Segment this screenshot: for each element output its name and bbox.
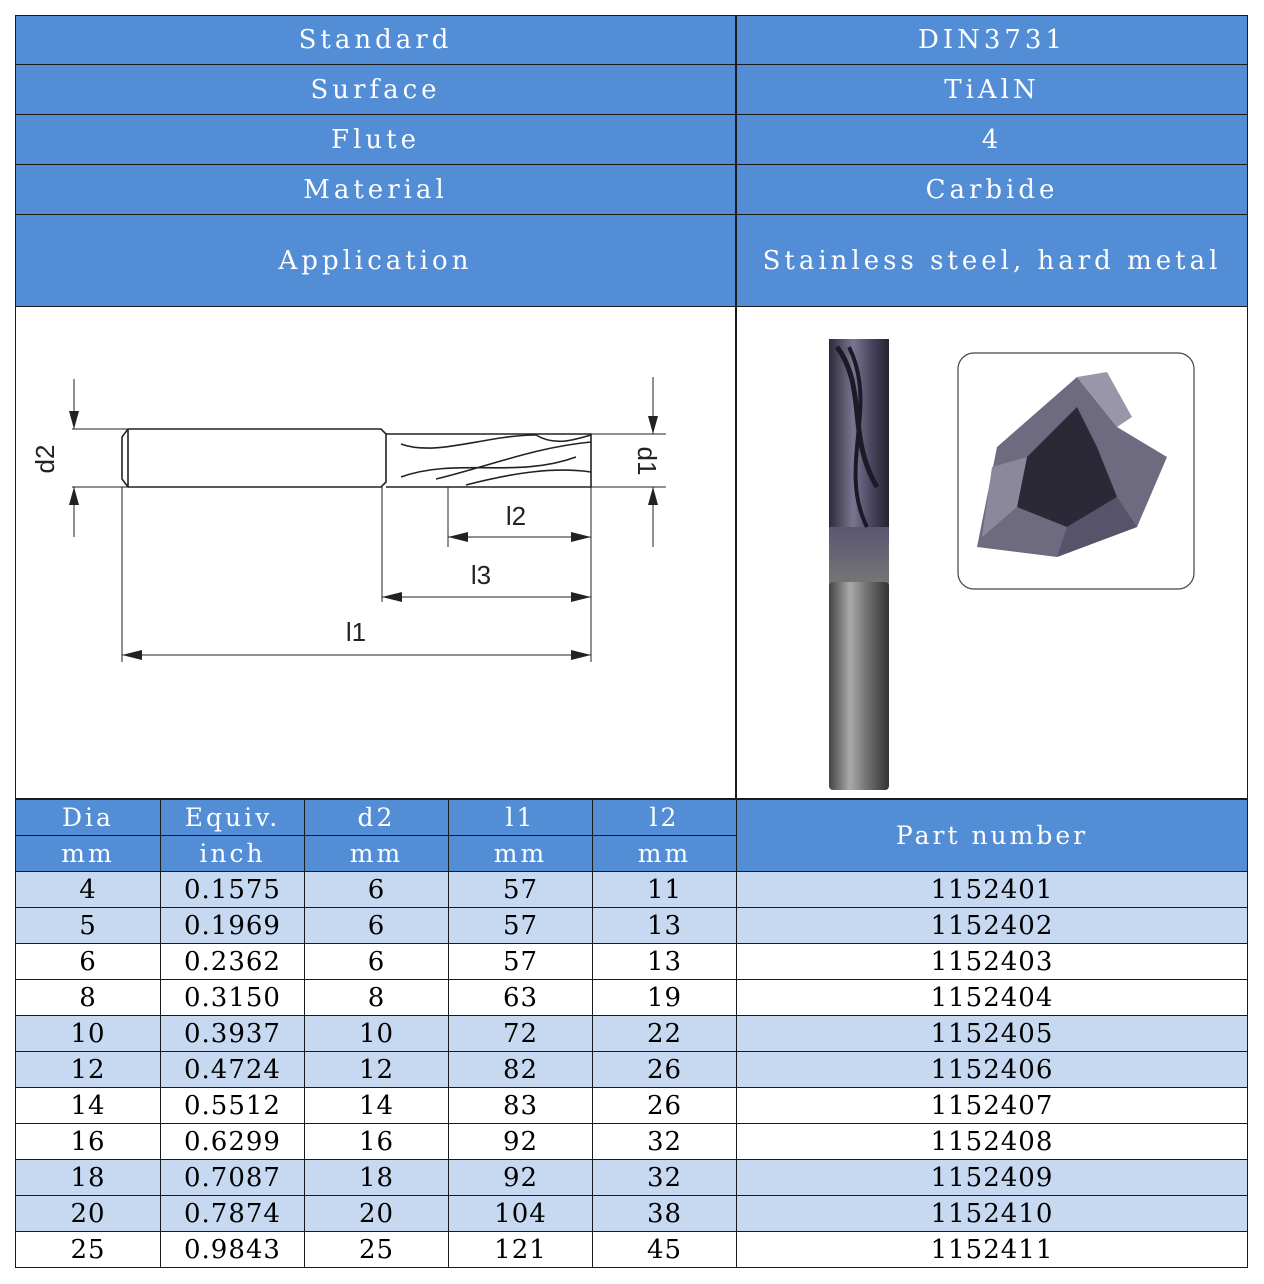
cell-inch: 0.6299 <box>161 1124 305 1160</box>
cell-dia: 12 <box>16 1052 161 1088</box>
cell-dia: 18 <box>16 1160 161 1196</box>
table-row <box>16 1016 1248 1052</box>
unit-l1: mm <box>449 836 593 872</box>
cell-l1: 92 <box>449 1160 593 1196</box>
cell-part: 1152410 <box>737 1196 1248 1232</box>
table-row <box>16 1052 1248 1088</box>
cell-d2: 14 <box>305 1088 449 1124</box>
specs-table <box>15 799 1248 1268</box>
l1-label: l1 <box>345 617 367 647</box>
cell-part: 1152408 <box>737 1124 1248 1160</box>
spec-label: Application <box>16 215 737 306</box>
d2-label: d2 <box>30 444 60 474</box>
cell-dia: 20 <box>16 1196 161 1232</box>
col-l2-header: l2 <box>593 800 737 836</box>
l2-label: l2 <box>505 501 527 531</box>
cell-part: 1152406 <box>737 1052 1248 1088</box>
cell-l1: 83 <box>449 1088 593 1124</box>
cell-inch: 0.3150 <box>161 980 305 1016</box>
table-row <box>16 1088 1248 1124</box>
cell-inch: 0.1575 <box>161 872 305 908</box>
cell-d2: 8 <box>305 980 449 1016</box>
cell-dia: 5 <box>16 908 161 944</box>
unit-l2: mm <box>593 836 737 872</box>
cell-l2: 32 <box>593 1160 737 1196</box>
cell-d2: 6 <box>305 872 449 908</box>
table-row <box>16 1196 1248 1232</box>
cell-d2: 20 <box>305 1196 449 1232</box>
end-mill-drawing <box>16 307 735 797</box>
cell-l1: 57 <box>449 944 593 980</box>
table-row <box>16 980 1248 1016</box>
cell-d2: 16 <box>305 1124 449 1160</box>
spec-label: Flute <box>16 115 737 164</box>
cell-inch: 0.3937 <box>161 1016 305 1052</box>
cell-inch: 0.4724 <box>161 1052 305 1088</box>
cell-l2: 19 <box>593 980 737 1016</box>
cell-l2: 13 <box>593 908 737 944</box>
col-d2-header: d2 <box>305 800 449 836</box>
cell-dia: 14 <box>16 1088 161 1124</box>
cell-part: 1152402 <box>737 908 1248 944</box>
cell-l2: 38 <box>593 1196 737 1232</box>
spec-value: Stainless steel, hard metal <box>762 245 1222 276</box>
spec-row-surface <box>15 65 1248 115</box>
end-mill-photo <box>737 307 1247 797</box>
col-part-header: Part number <box>737 800 1248 872</box>
cell-dia: 25 <box>16 1232 161 1268</box>
cell-d2: 6 <box>305 944 449 980</box>
spec-row-standard <box>15 15 1248 65</box>
table-row <box>16 1124 1248 1160</box>
spec-label: Standard <box>16 16 737 64</box>
cell-inch: 0.2362 <box>161 944 305 980</box>
col-dia-header: Dia <box>16 800 161 836</box>
cell-l1: 57 <box>449 908 593 944</box>
spec-value: 4 <box>981 124 1003 155</box>
cell-l1: 63 <box>449 980 593 1016</box>
cell-part: 1152405 <box>737 1016 1248 1052</box>
d1-label: d1 <box>632 446 662 476</box>
cell-l1: 72 <box>449 1016 593 1052</box>
spec-label: Surface <box>16 65 737 114</box>
cell-inch: 0.9843 <box>161 1232 305 1268</box>
cell-l2: 32 <box>593 1124 737 1160</box>
table-row <box>16 872 1248 908</box>
table-row <box>16 1232 1248 1268</box>
spec-row-application <box>15 215 1248 307</box>
product-photo <box>737 307 1247 798</box>
cell-part: 1152401 <box>737 872 1248 908</box>
spec-value: TiAlN <box>944 74 1040 105</box>
cell-dia: 10 <box>16 1016 161 1052</box>
unit-inch: inch <box>161 836 305 872</box>
cell-l2: 45 <box>593 1232 737 1268</box>
cell-dia: 16 <box>16 1124 161 1160</box>
cell-dia: 4 <box>16 872 161 908</box>
cell-l2: 11 <box>593 872 737 908</box>
cell-inch: 0.1969 <box>161 908 305 944</box>
spec-value: Carbide <box>925 174 1059 205</box>
cell-part: 1152409 <box>737 1160 1248 1196</box>
spec-row-flute <box>15 115 1248 165</box>
col-inch-header: Equiv. <box>161 800 305 836</box>
cell-part: 1152403 <box>737 944 1248 980</box>
spec-value: DIN3731 <box>917 25 1067 55</box>
cell-l2: 13 <box>593 944 737 980</box>
technical-drawing <box>16 307 737 798</box>
spec-row-material <box>15 165 1248 215</box>
cell-d2: 12 <box>305 1052 449 1088</box>
cell-l2: 22 <box>593 1016 737 1052</box>
table-row <box>16 908 1248 944</box>
product-sheet <box>15 15 1248 1268</box>
illustration-row <box>15 307 1248 799</box>
cell-d2: 18 <box>305 1160 449 1196</box>
l3-label: l3 <box>470 560 492 590</box>
unit-d2: mm <box>305 836 449 872</box>
cell-dia: 6 <box>16 944 161 980</box>
cell-part: 1152407 <box>737 1088 1248 1124</box>
cell-part: 1152411 <box>737 1232 1248 1268</box>
cell-l1: 57 <box>449 872 593 908</box>
table-row <box>16 1160 1248 1196</box>
cell-inch: 0.7874 <box>161 1196 305 1232</box>
cell-l2: 26 <box>593 1088 737 1124</box>
cell-d2: 25 <box>305 1232 449 1268</box>
cell-part: 1152404 <box>737 980 1248 1016</box>
unit-dia: mm <box>16 836 161 872</box>
cell-l1: 121 <box>449 1232 593 1268</box>
cell-inch: 0.7087 <box>161 1160 305 1196</box>
table-row <box>16 944 1248 980</box>
cell-dia: 8 <box>16 980 161 1016</box>
cell-l1: 82 <box>449 1052 593 1088</box>
cell-l2: 26 <box>593 1052 737 1088</box>
col-l1-header: l1 <box>449 800 593 836</box>
cell-inch: 0.5512 <box>161 1088 305 1124</box>
spec-label: Material <box>16 165 737 214</box>
cell-l1: 104 <box>449 1196 593 1232</box>
cell-d2: 10 <box>305 1016 449 1052</box>
cell-d2: 6 <box>305 908 449 944</box>
cell-l1: 92 <box>449 1124 593 1160</box>
